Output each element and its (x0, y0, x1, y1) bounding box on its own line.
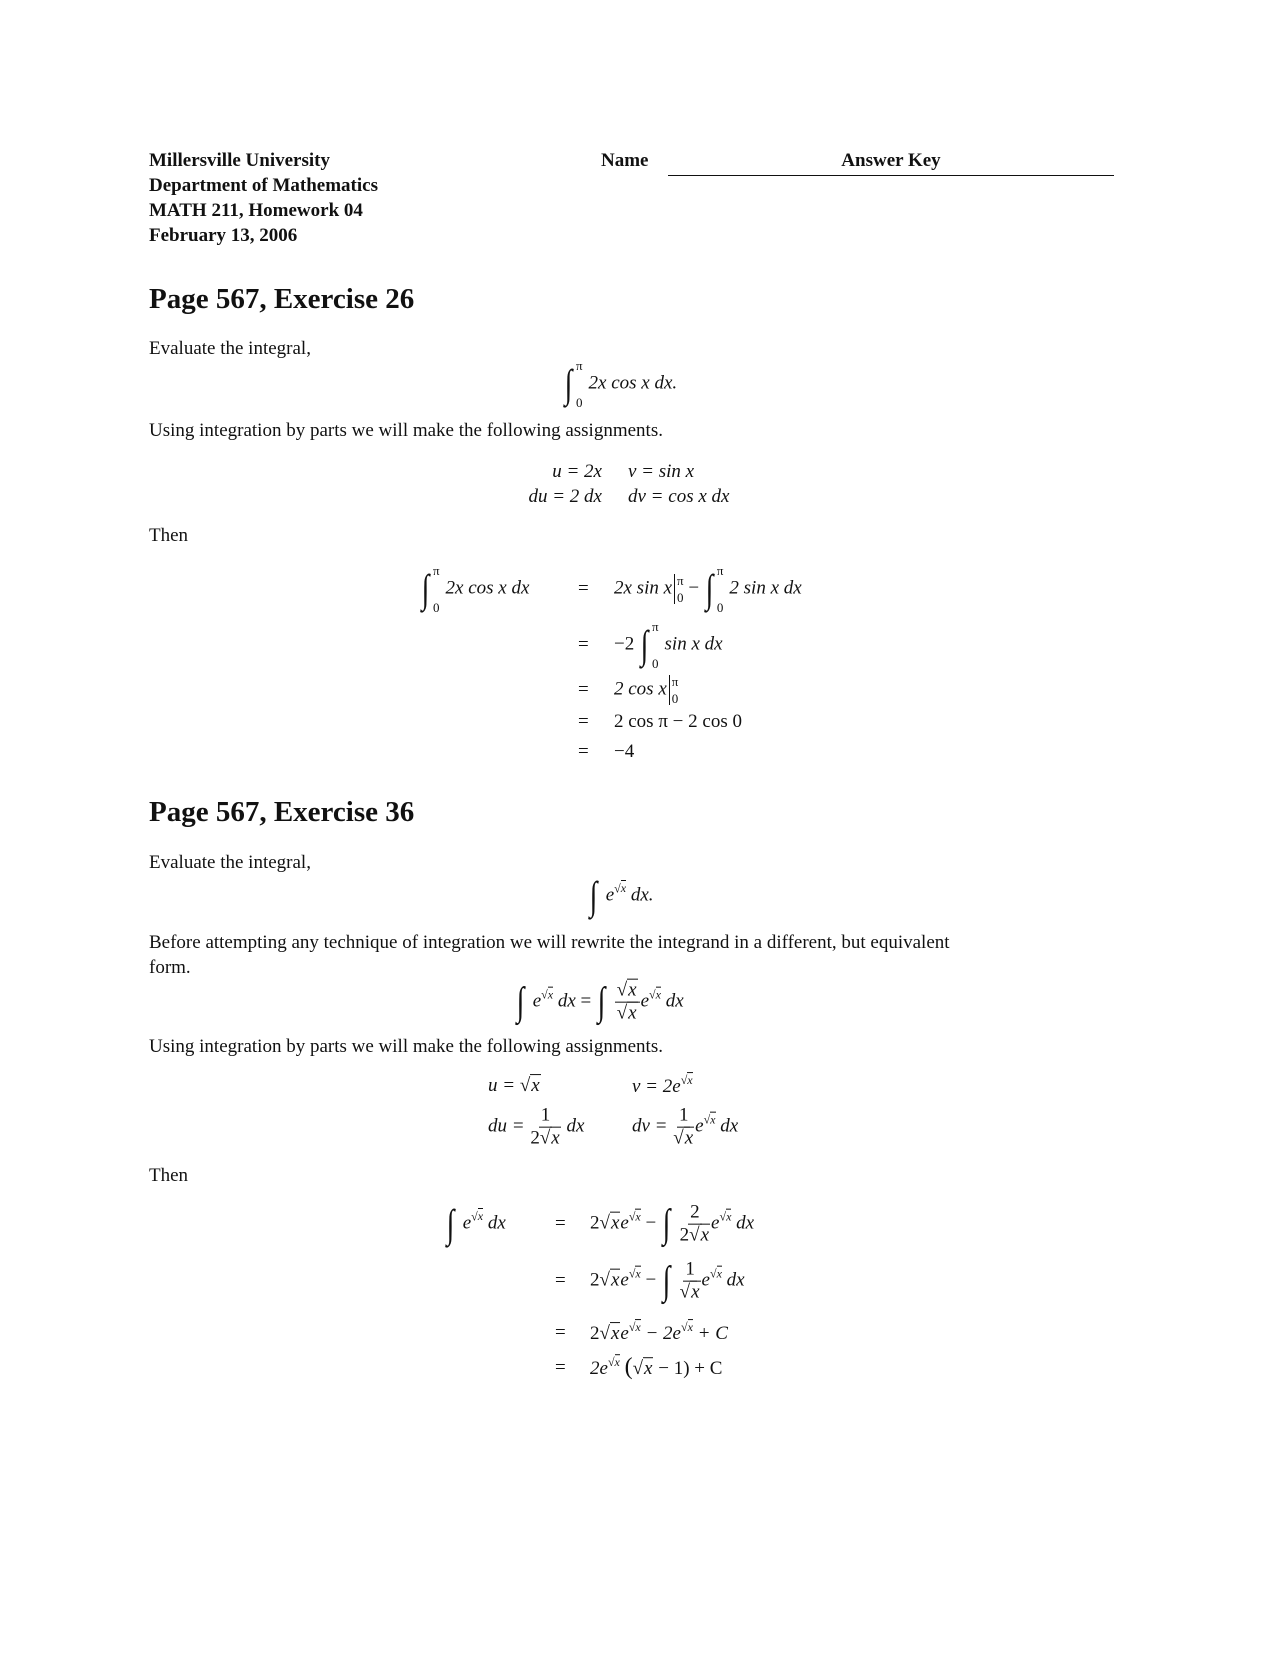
name-label: Name (601, 150, 649, 171)
numerator: 2 (690, 1201, 700, 1223)
base: e (532, 990, 542, 1012)
radicand: x (477, 1209, 484, 1224)
equals: = (555, 1322, 566, 1344)
lower-limit: 0 (716, 600, 724, 615)
ex26-integral (563, 359, 677, 409)
base: e (605, 884, 615, 906)
differential: dx (557, 990, 576, 1012)
assign-dv: dv = cos x dx (628, 486, 730, 507)
radicand: x (635, 1266, 641, 1281)
equals: = (578, 711, 589, 733)
step-lhs: ∫ $e^{√x}$ dx (446, 1201, 506, 1246)
lower-limit: 0 (671, 691, 679, 706)
equals: = (555, 1270, 566, 1292)
constant: + C (697, 1323, 728, 1345)
integral-sign: ∫ (662, 1201, 671, 1246)
step-lhs (420, 564, 529, 614)
label: u = (488, 1075, 516, 1097)
label: dv = (632, 1115, 668, 1137)
differential: dx. (630, 884, 654, 906)
integral-sign: ∫ (516, 979, 525, 1024)
equals: = (578, 679, 589, 701)
radicand: x (551, 1127, 560, 1149)
step-1 (614, 564, 802, 614)
coefficient: 2 (530, 1127, 540, 1149)
radicand: x (687, 1073, 693, 1088)
integral-sign: ∫ (597, 979, 606, 1024)
assign-du: du = $\frac{1}{2√x}$ dx (488, 1104, 585, 1149)
step-5: −4 (614, 741, 635, 763)
base: e (620, 1323, 629, 1345)
label: du = (488, 1115, 525, 1137)
course: MATH 211, Homework 04 (149, 200, 363, 221)
upper-limit: π (432, 563, 440, 578)
coefficient: 2 (590, 1269, 600, 1291)
ex26-then: Then (149, 525, 189, 546)
differential: dx (566, 1115, 585, 1137)
equals: = (578, 578, 589, 600)
radicand: x (628, 1002, 637, 1024)
integral-sign: ∫ (421, 566, 430, 611)
ex36-rewrite-equation: ∫ $e^{√x}$ dx = ∫ $\frac{√x}{√x}$ $e^{√x}$ dx (516, 979, 684, 1024)
base: e (711, 1212, 720, 1234)
radicand: x (614, 1355, 620, 1370)
upper-limit: π (677, 573, 684, 588)
integrand: 2 sin x dx (729, 577, 802, 599)
integral-sign: ∫ (662, 1258, 671, 1303)
ex36-assign-text: Using integration by parts we will make the following assignments. (149, 1036, 663, 1057)
equals: = (580, 990, 592, 1012)
step-3: $2√xe^{√x} - 2e^{√x} + C$ (590, 1320, 728, 1345)
ex36-then: Then (149, 1165, 189, 1186)
base: e (701, 1269, 710, 1291)
equals: = (578, 634, 589, 656)
minus: − (645, 1212, 657, 1234)
lower-limit: 0 (677, 590, 684, 605)
integral-sign: ∫ (564, 361, 573, 406)
coefficient: 2 (590, 1323, 600, 1345)
term: 2x sin x (614, 577, 673, 599)
minus: − (688, 577, 700, 599)
name-value: Answer Key (841, 150, 941, 171)
differential: dx (720, 1115, 739, 1137)
fraction: $\frac{√x}{√x}$ (615, 980, 640, 1025)
university: Millersville University (149, 150, 330, 171)
ex36-rewrite-text-2: form. (149, 957, 191, 978)
upper-limit: π (651, 619, 659, 634)
department: Department of Mathematics (149, 175, 378, 196)
differential: dx (726, 1269, 745, 1291)
name-line (668, 175, 1114, 176)
upper-limit: π (716, 563, 724, 578)
base: e (620, 1269, 629, 1291)
differential: dx (487, 1212, 506, 1234)
radicand: x (628, 979, 637, 1001)
term: 2 cos x (614, 678, 667, 700)
section-title-ex36: Page 567, Exercise 36 (149, 796, 415, 828)
radicand: x (700, 1224, 710, 1246)
radicand: x (610, 1323, 620, 1345)
integral-sign: ∫ (446, 1201, 455, 1246)
radicand: x (547, 987, 554, 1002)
term: 2e (590, 1358, 608, 1380)
lower-limit: 0 (432, 600, 440, 615)
radicand: x (635, 1320, 641, 1335)
numerator: 1 (678, 1104, 689, 1126)
base: e (620, 1212, 629, 1234)
term: − 1) + C (658, 1358, 723, 1380)
label: v = 2e (632, 1076, 681, 1098)
open-paren: ( (624, 1354, 633, 1381)
coefficient: 2 (590, 1212, 600, 1234)
radicand: x (655, 987, 661, 1002)
differential: dx (736, 1212, 755, 1234)
assign-u: u = 2x (552, 461, 602, 482)
step-1: $2√xe^{√x}$ − ∫ $\frac{2}{2√x}$ $e^{√x}$ dx (590, 1201, 755, 1246)
ex36-rewrite-text: Before attempting any technique of integration we will rewrite the integrand in a different, but equivalent (149, 932, 950, 953)
date: February 13, 2006 (149, 225, 298, 246)
ex26-assign-text: Using integration by parts we will make the following assignments. (149, 420, 663, 441)
base: e (640, 990, 650, 1012)
assign-u: u = √x (488, 1075, 540, 1097)
radicand: x (635, 1209, 641, 1224)
step-2: $2√xe^{√x}$ − ∫ $\frac{1}{√x}$ $e^{√x}$ dx (590, 1258, 745, 1303)
coefficient: 2 (679, 1224, 690, 1246)
ex36-intro: Evaluate the integral, (149, 852, 311, 873)
radicand: x (610, 1212, 620, 1234)
integral-sign: ∫ (640, 622, 649, 667)
base: e (695, 1115, 704, 1137)
step-4: $2e^{√x}$ (√x − 1) + C (590, 1354, 723, 1381)
numerator: 1 (685, 1258, 695, 1280)
radicand: x (684, 1127, 694, 1149)
integral-sign: ∫ (589, 873, 598, 918)
radicand: x (710, 1112, 716, 1127)
ex26-intro: Evaluate the integral, (149, 338, 311, 359)
differential: dx (665, 990, 684, 1012)
step-2 (614, 620, 723, 670)
upper-limit: π (575, 358, 583, 373)
radicand: x (610, 1269, 620, 1291)
radicand: x (531, 1075, 540, 1097)
base: e (462, 1212, 472, 1234)
radicand: x (687, 1320, 693, 1335)
lower-limit: 0 (651, 656, 659, 671)
integrand: sin x dx (664, 633, 723, 655)
numerator: 1 (540, 1104, 551, 1126)
step-4: 2 cos π − 2 cos 0 (614, 711, 742, 733)
radicand: x (726, 1209, 732, 1224)
upper-limit: π (671, 674, 679, 689)
term: − 2e (645, 1323, 681, 1345)
integrand: 2x cos x dx (445, 577, 530, 599)
radicand: x (644, 1358, 653, 1380)
assign-du: du = 2 dx (528, 486, 602, 507)
radicand: x (691, 1281, 700, 1303)
radicand: x (716, 1266, 722, 1281)
step-3 (614, 675, 678, 705)
integral-sign: ∫ (705, 566, 714, 611)
equals: = (578, 741, 589, 763)
section-title-ex26: Page 567, Exercise 26 (149, 283, 415, 315)
coefficient: −2 (614, 633, 635, 655)
radicand: x (620, 881, 627, 896)
equals: = (555, 1357, 566, 1379)
integrand: 2x cos x dx. (588, 372, 678, 394)
assign-v: v = sin x (628, 461, 695, 482)
lower-limit: 0 (575, 395, 583, 410)
assign-v: $v = 2e^{√x}$ (632, 1073, 693, 1098)
minus: − (645, 1269, 657, 1291)
assign-dv: dv = $\frac{1}{√x}$ $e^{√x}$ dx (632, 1104, 739, 1149)
ex36-integral: ∫ $e^{√x}$ dx. (589, 873, 654, 918)
equals: = (555, 1213, 566, 1235)
